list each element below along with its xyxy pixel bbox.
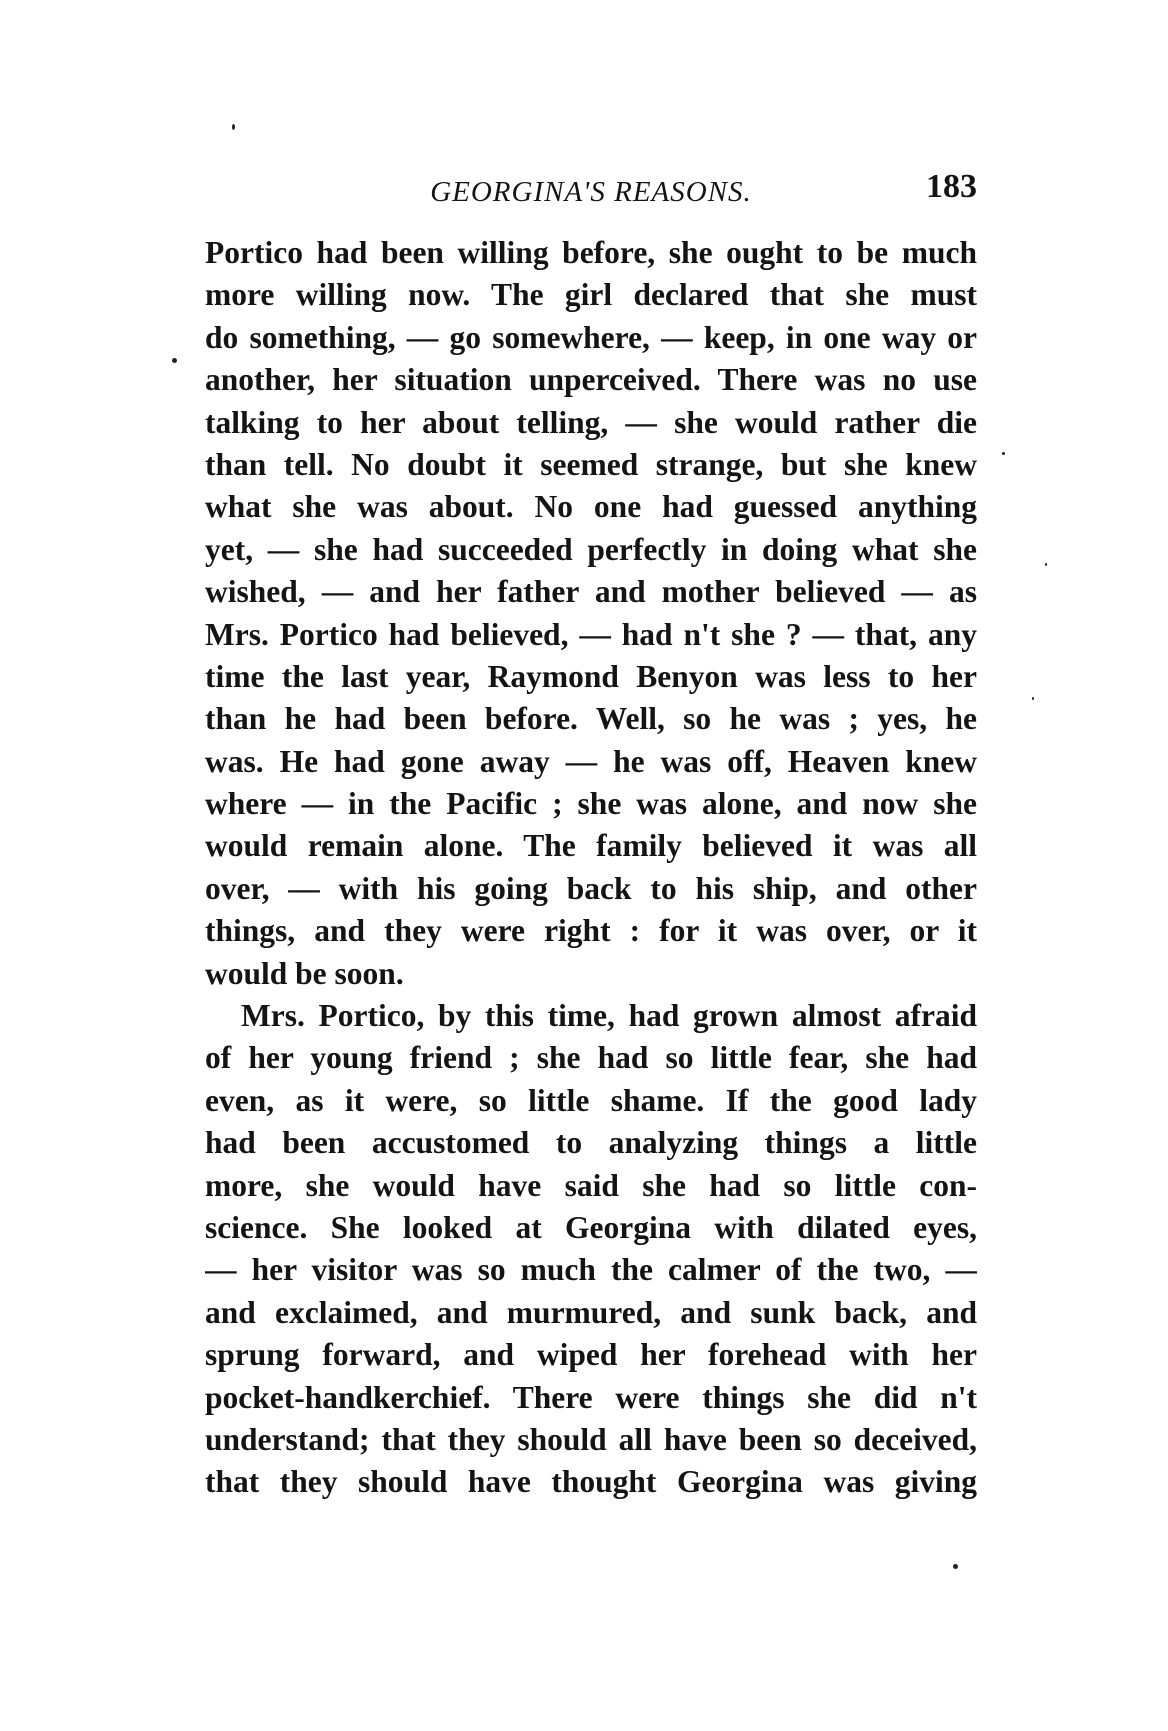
- text-line: what she was about. No one had guessed anything: [205, 489, 977, 525]
- text-line: over, — with his going back to his ship, and other: [205, 870, 977, 906]
- text-line: than tell. No doubt it seemed strange, but she knew: [205, 446, 977, 482]
- paragraph-end-line: would be soon.: [205, 955, 404, 991]
- text-line: do something, — go somewhere, — keep, in one way or: [205, 319, 977, 355]
- text-line: Portico had been willing before, she ought to be much: [205, 235, 977, 270]
- page-number: 183: [926, 168, 977, 205]
- text-line: and exclaimed, and murmured, and sunk back, and: [205, 1294, 977, 1330]
- text-line: time the last year, Raymond Benyon was less to her: [205, 658, 977, 694]
- scan-speck: [232, 124, 235, 130]
- scan-speck: [1002, 452, 1005, 455]
- text-line: wished, — and her father and mother believed — as: [205, 574, 977, 610]
- scan-speck: [172, 358, 177, 363]
- scan-speck: [1045, 563, 1047, 566]
- text-line: things, and they were right : for it was over, or it: [205, 913, 977, 949]
- text-line: even, as it were, so little shame. If the good lady: [205, 1082, 977, 1118]
- text-line: of her young friend ; she had so little fear, she had: [205, 1040, 977, 1076]
- running-head: GEORGINA'S REASONS.: [430, 176, 752, 208]
- text-line: yet, — she had succeeded perfectly in doing what she: [205, 531, 977, 567]
- text-line: science. She looked at Georgina with dilated eyes,: [205, 1209, 977, 1245]
- text-line: that they should have thought Georgina was giving: [205, 1464, 977, 1500]
- body-text: [205, 232, 977, 1504]
- page-header: [205, 168, 977, 218]
- text-line: sprung forward, and wiped her forehead with her: [205, 1337, 977, 1373]
- text-line: pocket-handkerchief. There were things she did n't: [205, 1379, 977, 1415]
- scan-speck: [953, 1564, 958, 1569]
- text-line: — her visitor was so much the calmer of the two, —: [205, 1252, 977, 1288]
- text-line: where — in the Pacific ; she was alone, and now she: [205, 786, 977, 822]
- scan-speck: [1032, 697, 1034, 700]
- text-line: more, she would have said she had so little con-: [205, 1167, 977, 1203]
- text-line: was. He had gone away — he was off, Heaven knew: [205, 743, 977, 779]
- paragraph-start-line: Mrs. Portico, by this time, had grown almost afraid: [241, 998, 977, 1034]
- text-line: had been accustomed to analyzing things a little: [205, 1125, 977, 1161]
- text-line: talking to her about telling, — she would rather die: [205, 404, 977, 440]
- text-line: than he had been before. Well, so he was ; yes, he: [205, 701, 977, 737]
- text-line: Mrs. Portico had believed, — had n't she ? — that, any: [205, 616, 977, 652]
- text-line: understand; that they should all have been so deceived,: [205, 1421, 977, 1457]
- text-line: more willing now. The girl declared that she must: [205, 277, 977, 313]
- text-line: another, her situation unperceived. There was no use: [205, 362, 977, 398]
- text-line: would remain alone. The family believed it was all: [205, 828, 977, 864]
